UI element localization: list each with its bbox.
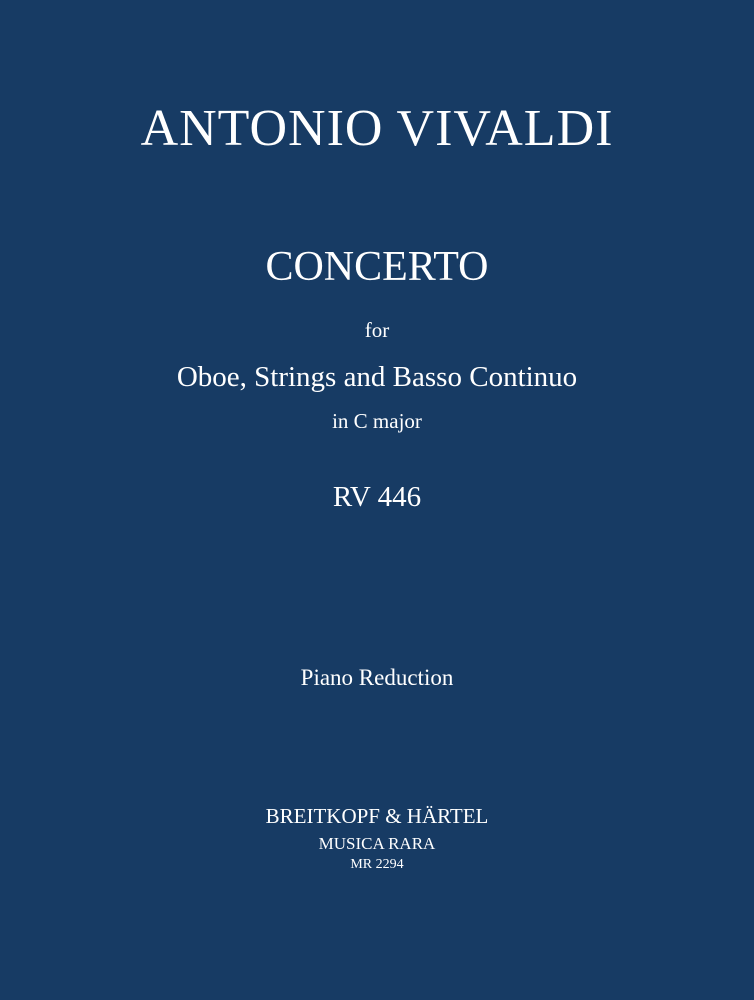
key-signature: in C major: [332, 409, 422, 433]
for-text: for: [364, 318, 390, 342]
catalog-number: RV 446: [332, 481, 422, 513]
instrumentation: Oboe, Strings and Basso Continuo: [176, 361, 578, 393]
imprint-name: MUSICA RARA: [318, 834, 436, 853]
composer-name: ANTONIO VIVALDI: [140, 100, 614, 157]
publication-number: MR 2294: [350, 857, 404, 872]
publisher-name: BREITKOPF & HÄRTEL: [265, 804, 489, 828]
work-title: CONCERTO: [265, 244, 489, 290]
edition-type: Piano Reduction: [300, 665, 454, 690]
